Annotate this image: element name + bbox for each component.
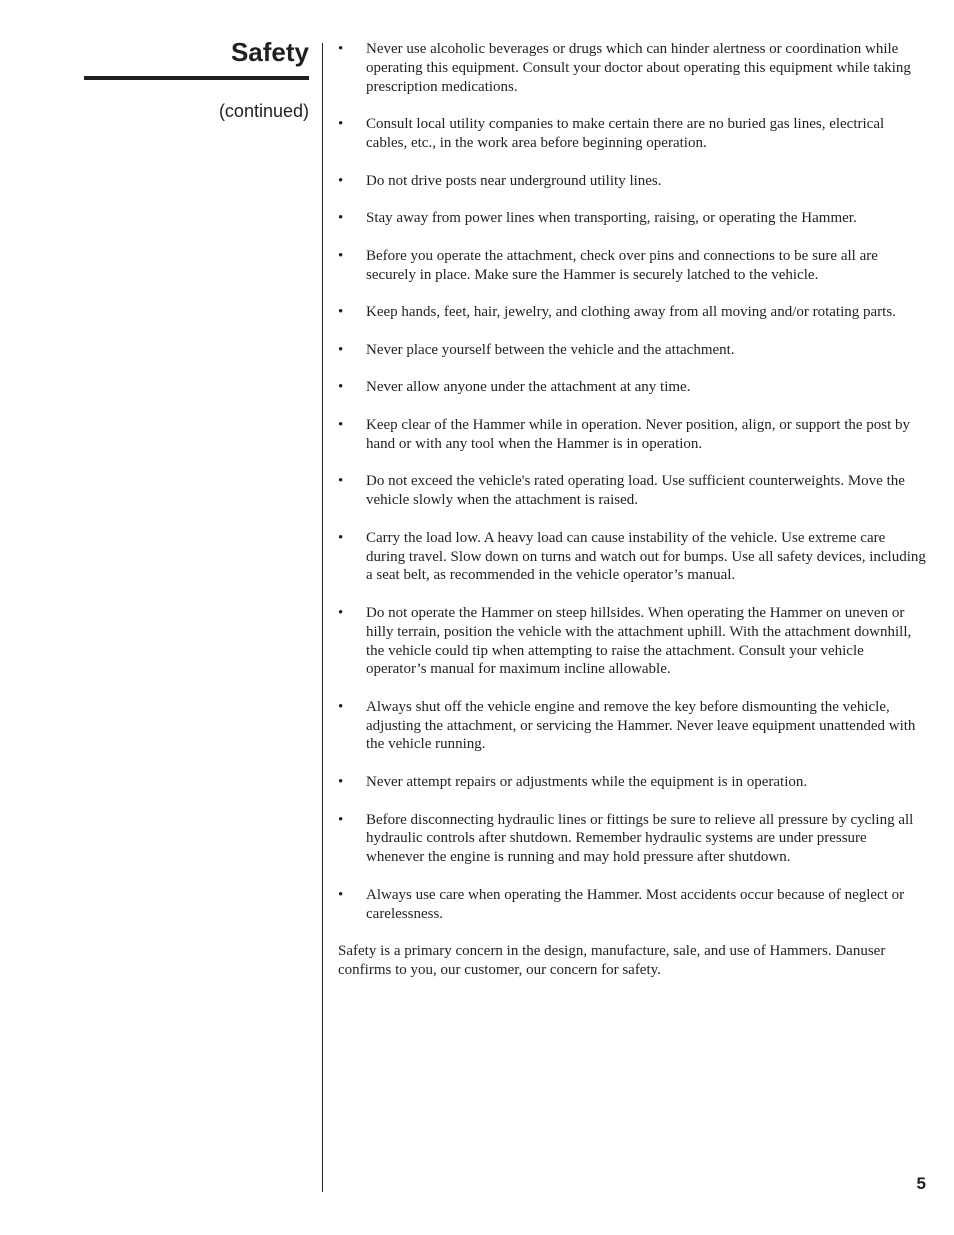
list-item-text: Never use alcoholic beverages or drugs which can hinder alertness or coordination while operating this equipment. Consult your doctor about operating this equipment while taking prescription medications. xyxy=(366,41,911,95)
list-item-text: Always use care when operating the Hammer. Most accidents occur because of neglect or carelessness. xyxy=(366,886,905,922)
list-item-text: Never attempt repairs or adjustments while the equipment is in operation. xyxy=(366,774,808,791)
list-item xyxy=(338,773,928,792)
bullet-icon: • xyxy=(338,416,344,433)
list-item-text: Consult local utility companies to make certain there are no buried gas lines, electrical cables, etc., in the work area before beginning operation. xyxy=(366,116,885,151)
closing-paragraph: Safety is a primary concern in the design, manufacture, sale, and use of Hammers. Danuser confirms to you, our customer, our concern for safety. xyxy=(338,943,886,979)
bullet-icon: • xyxy=(338,698,344,715)
list-item-text: Do not exceed the vehicle's rated operating load. Use sufficient counterweights. Move the vehicle slowly when the attachment is raised. xyxy=(366,473,905,509)
bullet-icon: • xyxy=(338,529,344,546)
page-title: Safety xyxy=(230,37,309,67)
list-item-text: Never allow anyone under the attachment at any time. xyxy=(366,379,691,396)
bullet-icon: • xyxy=(338,886,344,903)
bullet-icon: • xyxy=(338,210,344,227)
page-subtitle: (continued) xyxy=(218,101,309,121)
list-item-text: Always shut off the vehicle engine and remove the key before dismounting the vehicle, adjusting the attachment, or servicing the Hammer. Never leave equipment unattended with the vehicle running. xyxy=(366,698,916,753)
bullet-icon: • xyxy=(338,774,344,791)
list-item xyxy=(338,886,928,924)
safety-bullet-list xyxy=(338,40,928,923)
bullet-icon: • xyxy=(338,811,344,828)
list-item xyxy=(338,472,928,510)
list-item xyxy=(338,604,928,679)
bullet-icon: • xyxy=(338,379,344,396)
bullet-icon: • xyxy=(338,341,344,358)
list-item xyxy=(338,209,928,228)
list-item-text: Stay away from power lines when transporting, raising, or operating the Hammer. xyxy=(366,210,857,227)
list-item-text: Keep clear of the Hammer while in operation. Never position, align, or support the post by hand or with any tool when the Hammer is in operation. xyxy=(366,416,911,452)
column-divider xyxy=(322,43,323,1192)
list-item xyxy=(338,172,928,191)
bullet-icon: • xyxy=(338,247,344,264)
bullet-icon: • xyxy=(338,116,344,133)
list-item xyxy=(338,115,928,153)
title-underline xyxy=(84,76,309,80)
list-item xyxy=(338,416,928,454)
list-item xyxy=(338,40,928,96)
list-item-text: Do not operate the Hammer on steep hillsides. When operating the Hammer on uneven or hilly terrain, position the vehicle with the attachment uphill. With the attachment downhill, the vehicle could tip when attempting to raise the attachment. Consult your vehicle operator’s manual for maximum incline allowable. xyxy=(366,604,912,678)
list-item xyxy=(338,247,928,285)
list-item-text: Never place yourself between the vehicle and the attachment. xyxy=(366,341,735,358)
list-item-text: Keep hands, feet, hair, jewelry, and clothing away from all moving and/or rotating parts. xyxy=(366,304,896,321)
bullet-icon: • xyxy=(338,304,344,321)
list-item xyxy=(338,303,928,322)
list-item xyxy=(338,698,928,754)
bullet-icon: • xyxy=(338,473,344,490)
list-item xyxy=(338,811,928,867)
bullet-icon: • xyxy=(338,41,344,57)
main-content xyxy=(338,40,928,980)
list-item-text: Before disconnecting hydraulic lines or fittings be sure to relieve all pressure by cycling all hydraulic controls after shutdown. Remember hydraulic systems are under pressure whenever the engine is running and may hold pressure after shutdown. xyxy=(366,811,914,866)
list-item xyxy=(338,341,928,360)
bullet-icon: • xyxy=(338,172,344,189)
list-item-text: Before you operate the attachment, check over pins and connections to be sure all are securely in place. Make sure the Hammer is securely latched to the vehicle. xyxy=(366,247,878,283)
list-item xyxy=(338,529,928,585)
sidebar xyxy=(84,34,309,122)
list-item-text: Do not drive posts near underground utility lines. xyxy=(366,172,662,189)
page-number: 5 xyxy=(916,1174,926,1193)
list-item-text: Carry the load low. A heavy load can cause instability of the vehicle. Use extreme care during travel. Slow down on turns and watch out for bumps. Use all safety devices, including a seat belt, as recommended in the vehicle operator’s manual. xyxy=(366,529,926,584)
list-item xyxy=(338,378,928,397)
bullet-icon: • xyxy=(338,604,344,621)
